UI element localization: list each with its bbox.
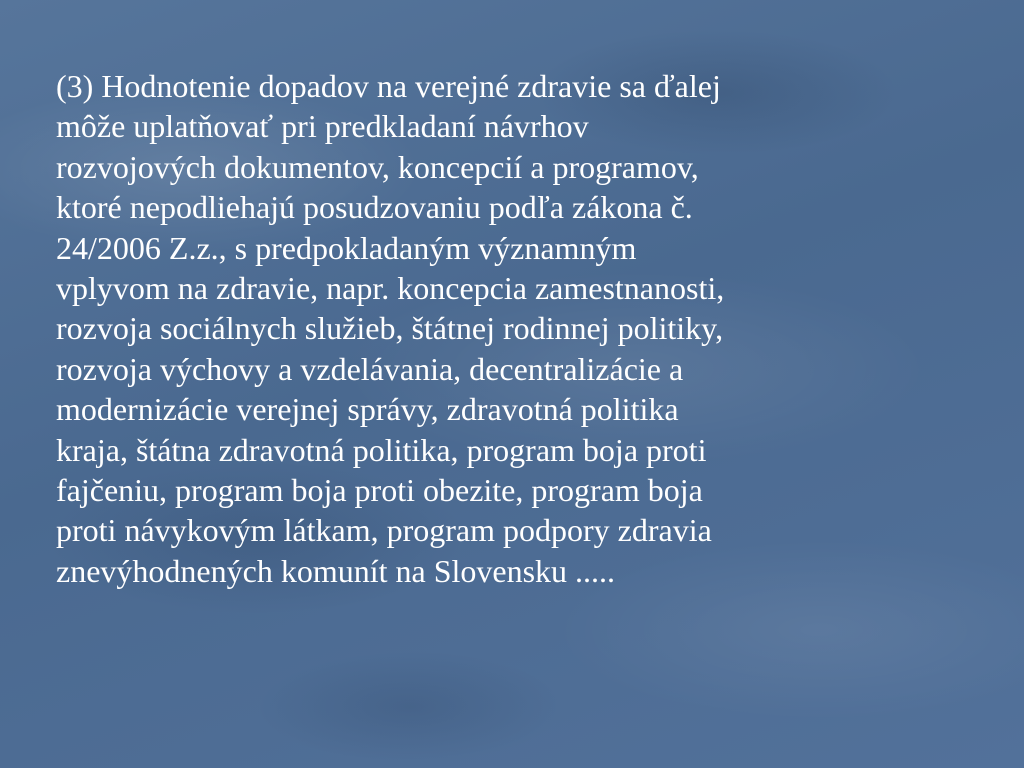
paragraph-line: vplyvom na zdravie, napr. koncepcia zamestnanosti, xyxy=(56,270,725,307)
paragraph-line: kraja, štátna zdravotná politika, program boja proti xyxy=(56,431,707,468)
paragraph-line: znevýhodnených komunít na Slovensku ..... xyxy=(56,552,616,589)
paragraph-line: ktoré nepodliehajú posudzovaniu podľa zákona č. xyxy=(56,189,693,226)
paragraph-line: 24/2006 Z.z., s predpokladaným významným xyxy=(56,229,637,266)
paragraph-line: (3) Hodnotenie dopadov na verejné zdravie sa ďalej xyxy=(56,68,721,104)
paragraph-line: rozvoja výchovy a vzdelávania, decentralizácie a xyxy=(56,350,684,387)
paragraph-line: rozvojových dokumentov, koncepcií a programov, xyxy=(56,148,699,185)
paragraph-line: rozvoja sociálnych služieb, štátnej rodinnej politiky, xyxy=(56,310,724,347)
body-paragraph xyxy=(56,66,1004,591)
paragraph-line: fajčeniu, program boja proti obezite, program boja xyxy=(56,472,703,509)
paragraph-line: môže uplatňovať pri predkladaní návrhov xyxy=(56,108,589,145)
paragraph-line: proti návykovým látkam, program podpory zdravia xyxy=(56,512,712,549)
paragraph-line: modernizácie verejnej správy, zdravotná politika xyxy=(56,391,679,428)
